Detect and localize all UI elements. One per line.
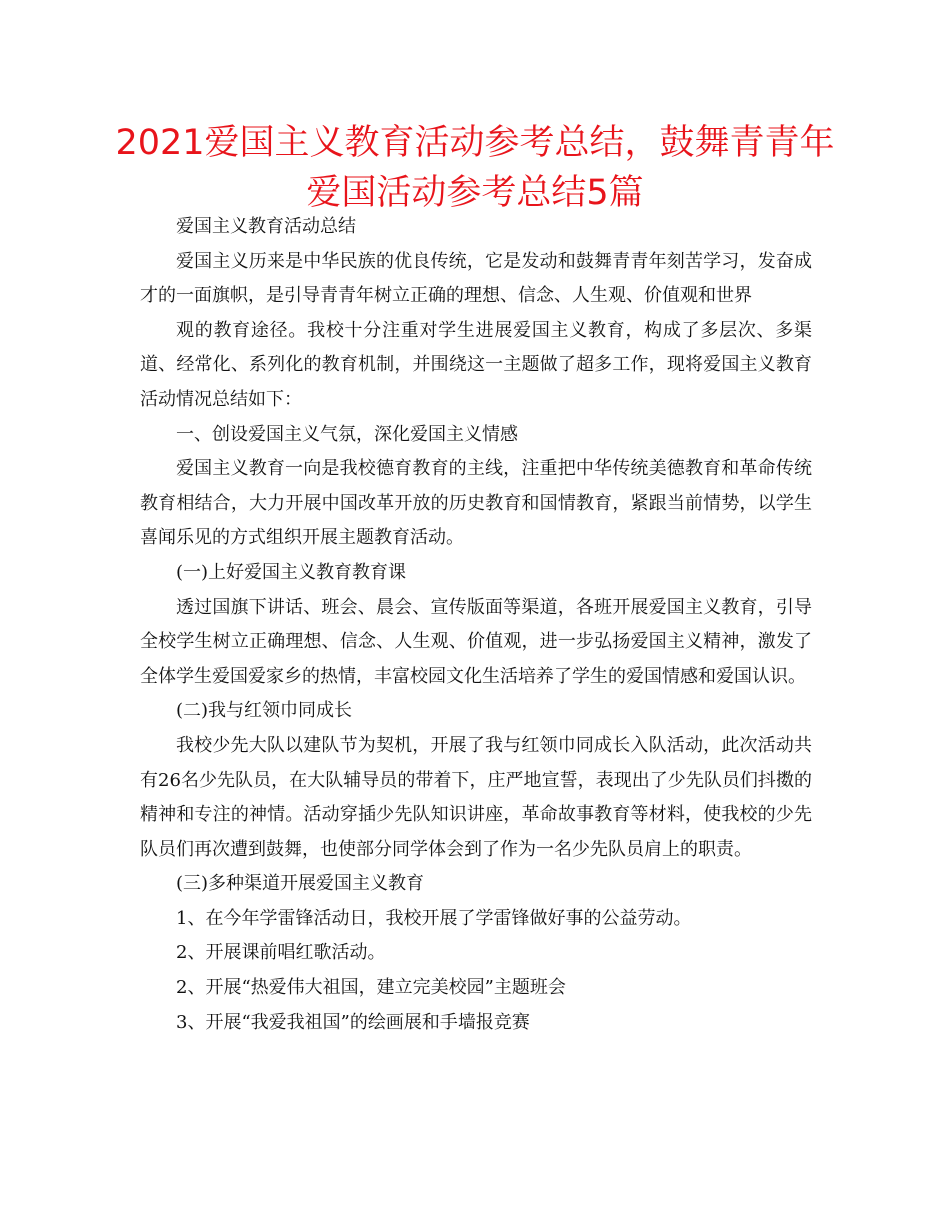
document-title: 2021爱国主义教育活动参考总结，鼓舞青青年爱国活动参考总结5篇 <box>115 123 835 213</box>
list-item-1: 1、在今年学雷锋活动日，我校开展了学雷锋做好事的公益劳动。 <box>176 907 692 929</box>
heading-sub-two: (二)我与红领巾同成长 <box>176 700 353 722</box>
list-item-4: 3、开展“我爱我祖国”的绘画展和手墙报竞赛 <box>176 1011 530 1033</box>
list-item-2: 2、开展课前唱红歌活动。 <box>176 942 386 964</box>
paragraph-intro-continued: 观的教育途径。我校十分注重对学生进展爱国主义教育，构成了多层次、多渠道、经常化、系列化的教育机制，并围绕这一主题做了超多工作，现将爱国主义教育活动情况总结如下： <box>140 319 812 410</box>
document-body <box>140 210 812 1040</box>
paragraph-sub-one: 透过国旗下讲话、班会、晨会、宣传版面等渠道，各班开展爱国主义教育，引导全校学生树立正确理想、信念、人生观、价值观，进一步弘扬爱国主义精神，激发了全体学生爱国爱家乡的热情，丰富校园文化生活培养了学生的爱国情感和爱国认识。 <box>140 596 812 687</box>
paragraph-section-heading: 爱国主义教育活动总结 <box>176 216 356 237</box>
paragraph-sub-two: 我校少先大队以建队节为契机，开展了我与红领巾同成长入队活动，此次活动共有26名少先队员，在大队辅导员的带着下，庄严地宣誓，表现出了少先队员们抖擞的精神和专注的神情。活动穿插少先队知识讲座，革命故事教育等材料，使我校的少先队员们再次遭到鼓舞，也使部分同学体会到了作为一名少先队员肩上的职责。 <box>140 734 812 860</box>
heading-sub-three: (三)多种渠道开展爱国主义教育 <box>176 873 425 895</box>
list-item-3: 2、开展“热爱伟大祖国，建立完美校园”主题班会 <box>176 977 566 999</box>
paragraph-part-one: 爱国主义教育一向是我校德育教育的主线，注重把中华传统美德教育和革命传统教育相结合，大力开展中国改革开放的历史教育和国情教育，紧跟当前情势，以学生喜闻乐见的方式组织开展主题教育活动。 <box>140 458 812 549</box>
heading-sub-one: (一)上好爱国主义教育教育课 <box>176 561 407 583</box>
paragraph-intro: 爱国主义历来是中华民族的优良传统，它是发动和鼓舞青青年刻苦学习，发奋成才的一面旗帜，是引导青青年树立正确的理想、信念、人生观、价值观和世界 <box>140 250 812 307</box>
heading-part-one: 一、创设爱国主义气氛，深化爱国主义情感 <box>176 423 518 445</box>
